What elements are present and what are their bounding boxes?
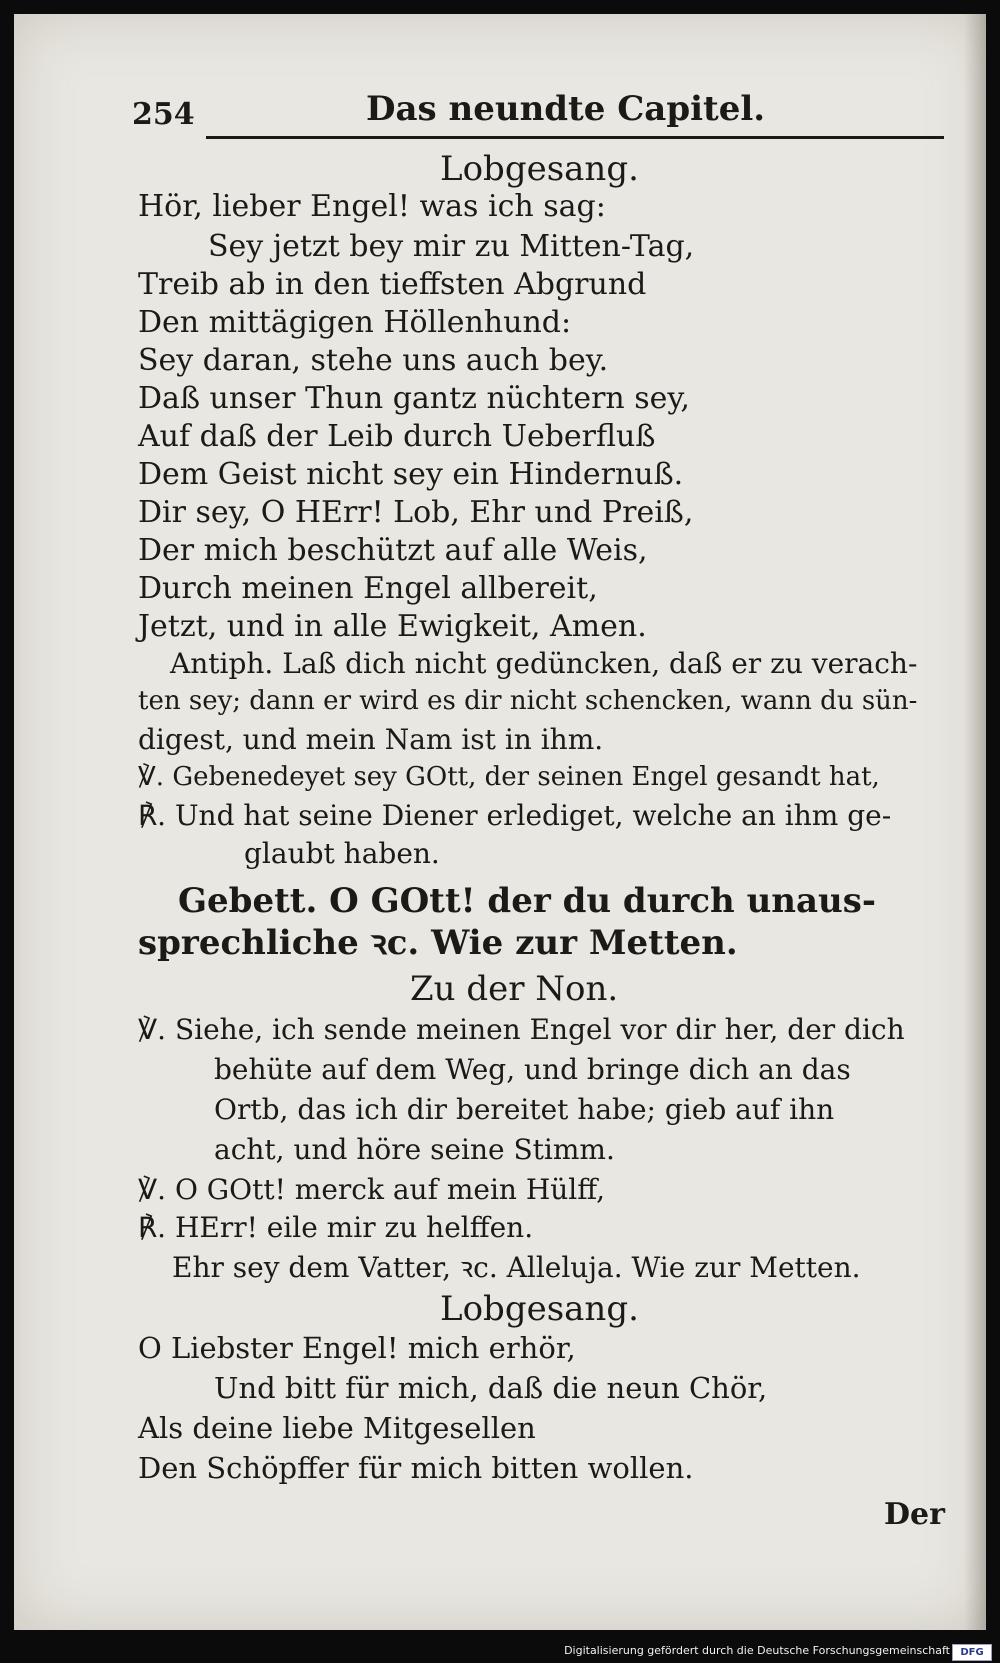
verse-line: Dir sey, O HErr! Lob, Ehr und Preiß, [138,495,694,530]
versicle-line: behüte auf dem Weg, und bringe dich an das [214,1053,851,1086]
dfg-logo-icon: DFG [952,1644,992,1661]
doxology-line: Ehr sey dem Vatter, ꝛc. Alleluja. Wie zur Metten. [172,1251,861,1284]
verse-line: Den Schöpffer für mich bitten wollen. [138,1451,694,1485]
running-title: Das neundte Capitel. [366,89,766,129]
versicle-line: ℣. Siehe, ich sende meinen Engel vor dir her, der dich [138,1013,905,1046]
verse-line: Und bitt für mich, daß die neun Chör, [214,1371,768,1405]
antiphon-line: digest, und mein Nam ist in ihm. [138,723,604,756]
funding-credit: Digitalisierung gefördert durch die Deutsche Forschungsgemeinschaft [564,1644,950,1657]
verse-line: Dem Geist nicht sey ein Hindernuß. [138,457,684,492]
verse-line: Daß unser Thun gantz nüchtern sey, [138,381,690,416]
verse-line: Treib ab in den tieffsten Abgrund [138,267,647,302]
verse-line: Sey daran, stehe uns auch bey. [138,343,609,378]
prayer-line: sprechliche ꝛc. Wie zur Metten. [138,923,738,963]
antiphon-line: Antiph. Laß dich nicht gedüncken, daß er zu verach- [170,647,918,680]
verse-line: Sey jetzt bey mir zu Mitten-Tag, [208,229,695,264]
response-line: ℟. HErr! eile mir zu helffen. [138,1211,534,1244]
verse-line: Auf daß der Leib durch Ueberfluß [138,419,656,454]
verse-line: Als deine liebe Mitgesellen [138,1411,536,1445]
header-rule [206,136,944,139]
response-line: glaubt haben. [244,837,440,870]
prayer-line: Gebett. O GOtt! der du durch unaus- [178,881,877,921]
response-line: ℟. Und hat seine Diener erlediget, welche an ihm ge- [138,799,892,832]
verse-line: Hör, lieber Engel! was ich sag: [138,189,606,224]
versicle-line: Ortb, das ich dir bereitet habe; gieb auf ihn [214,1093,835,1126]
section-heading: Zu der Non. [410,969,619,1009]
verse-line: Den mittägigen Höllenhund: [138,305,572,340]
section-heading: Lobgesang. [440,1289,639,1329]
footer-bar [0,1642,1000,1663]
antiphon-line: ten sey; dann er wird es dir nicht schencken, wann du sün- [138,686,918,716]
verse-line: Der mich beschützt auf alle Weis, [138,533,648,568]
versicle-line: ℣. Gebenedeyet sey GOtt, der seinen Engel gesandt hat, [138,762,880,792]
page-number: 254 [132,97,195,132]
versicle-line: acht, und höre seine Stimm. [214,1133,615,1166]
versicle-line: ℣. O GOtt! merck auf mein Hülff, [138,1173,606,1206]
section-heading: Lobgesang. [440,149,639,189]
catchword: Der [884,1497,945,1532]
verse-line: Jetzt, und in alle Ewigkeit, Amen. [138,609,647,644]
verse-line: O Liebster Engel! mich erhör, [138,1331,576,1365]
verse-line: Durch meinen Engel allbereit, [138,571,598,606]
